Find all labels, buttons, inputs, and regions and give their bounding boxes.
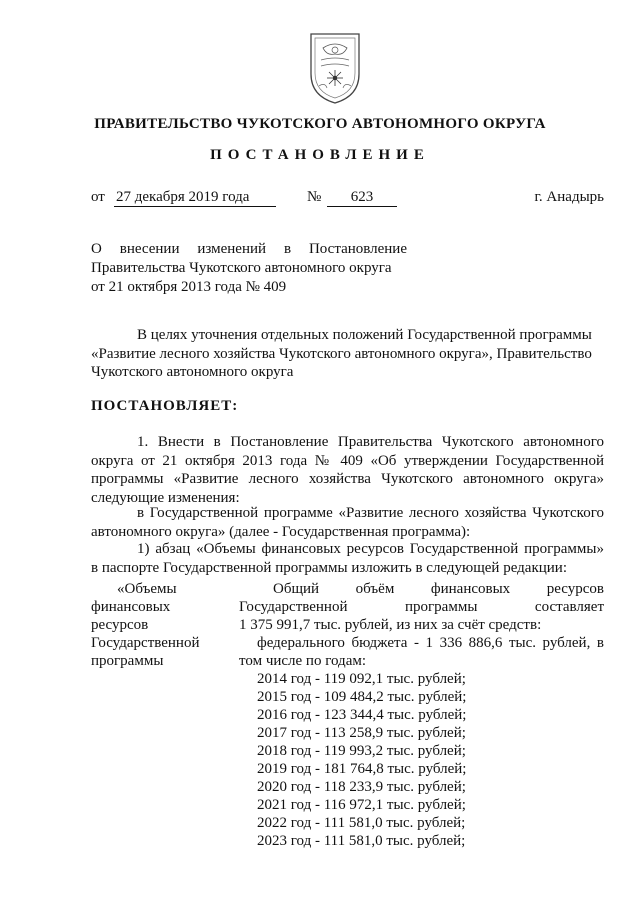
city-name: г. Анадырь xyxy=(534,189,604,205)
year-amount-line: 2022 год - 111 581,0 тыс. рублей; xyxy=(257,815,466,831)
content-line: 1 375 991,7 тыс. рублей, из них за счёт средств: xyxy=(239,617,542,633)
subject-line: О внесении изменений в Постановление xyxy=(91,241,407,257)
from-label: от xyxy=(91,189,105,205)
clause-line: 1. Внести в Постановление Правительства Чукотского автономного xyxy=(137,434,604,450)
organization-title: ПРАВИТЕЛЬСТВО ЧУКОТСКОГО АВТОНОМНОГО ОКРУГА xyxy=(94,116,546,132)
document-type-title: ПОСТАНОВЛЕНИЕ xyxy=(210,147,430,163)
content-line: Общий объём финансовых ресурсов xyxy=(273,581,604,597)
clause-line: программы «Развитие лесного хозяйства Чукотского автономного округа» xyxy=(91,471,604,487)
label-line: программы xyxy=(91,653,164,669)
preamble-line: Чукотского автономного округа xyxy=(91,364,294,380)
year-amount-line: 2015 год - 109 484,2 тыс. рублей; xyxy=(257,689,467,705)
label-line: ресурсов xyxy=(91,617,149,633)
content-line: федерального бюджета - 1 336 886,6 тыс. рублей, в xyxy=(257,635,604,651)
year-amount-line: 2023 год - 111 581,0 тыс. рублей; xyxy=(257,833,466,849)
clause-line: в паспорте Государственной программы изложить в следующей редакции: xyxy=(91,559,567,576)
preamble-line: В целях уточнения отдельных положений Государственной программы xyxy=(137,327,592,343)
year-amount-line: 2021 год - 116 972,1 тыс. рублей; xyxy=(257,797,466,813)
subject-line: Правительства Чукотского автономного округа xyxy=(91,260,392,276)
year-amount-line: 2019 год - 181 764,8 тыс. рублей; xyxy=(257,761,467,777)
document-number: 623 xyxy=(327,189,397,207)
year-amount-line: 2014 год - 119 092,1 тыс. рублей; xyxy=(257,671,466,687)
year-amount-line: 2016 год - 123 344,4 тыс. рублей; xyxy=(257,707,467,723)
clause-line: следующие изменения: xyxy=(91,489,240,506)
clause-1-subparagraph xyxy=(91,504,604,541)
decision-heading: ПОСТАНОВЛЯЕТ: xyxy=(91,398,239,414)
content-line: Государственной программы составляет xyxy=(239,599,604,615)
document-subject xyxy=(91,240,407,297)
clause-line: 1) абзац «Объемы финансовых ресурсов Государственной программы» xyxy=(137,541,604,557)
preamble-paragraph xyxy=(91,326,604,382)
preamble-line: «Развитие лесного хозяйства Чукотского автономного округа», Правительство xyxy=(91,345,592,362)
year-amount-line: 2017 год - 113 258,9 тыс. рублей; xyxy=(257,725,466,741)
document-date: 27 декабря 2019 года xyxy=(114,189,276,207)
clause-line: автономного округа» (далее - Государственная программа): xyxy=(91,523,471,540)
coat-of-arms-icon xyxy=(305,26,365,106)
label-line: «Объемы xyxy=(117,581,177,597)
label-line: Государственной xyxy=(91,635,200,651)
passport-row-label xyxy=(91,580,231,670)
year-amount-line: 2020 год - 118 233,9 тыс. рублей; xyxy=(257,779,466,795)
clause-1 xyxy=(91,433,604,507)
year-amount-line: 2018 год - 119 993,2 тыс. рублей; xyxy=(257,743,466,759)
content-line: том числе по годам: xyxy=(239,653,367,669)
passport-row-content xyxy=(239,580,604,850)
number-sign: № xyxy=(307,189,322,205)
label-line: финансовых xyxy=(91,599,171,615)
clause-line: округа от 21 октября 2013 года № 409 «Об утверждении Государственной xyxy=(91,452,604,469)
clause-1-item-1 xyxy=(91,540,604,577)
date-number-line xyxy=(91,189,604,209)
subject-line: от 21 октября 2013 года № 409 xyxy=(91,279,287,295)
clause-line: в Государственной программе «Развитие лесного хозяйства Чукотского xyxy=(137,505,604,521)
